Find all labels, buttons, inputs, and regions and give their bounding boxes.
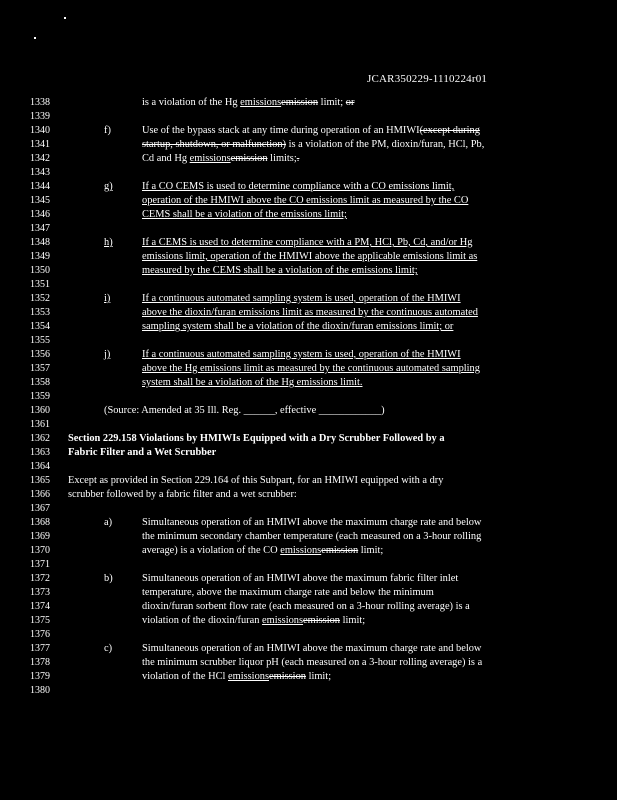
inserted-text: emissions xyxy=(262,615,304,626)
line-text: the minimum scrubber liquor pH (each measured on a 3-hour rolling average) is a xyxy=(142,657,483,668)
line-text: startup, shutdown, or malfunction) is a violation of the PM, dioxin/furan, HCl, Pb, xyxy=(142,139,485,150)
item-label-b: b) xyxy=(104,573,113,584)
line-text: dioxin/furan sorbent flow rate (each measured on a 3-hour rolling average) is a xyxy=(142,601,470,612)
line-1349 xyxy=(30,250,590,264)
deleted-text: emission xyxy=(321,545,359,556)
inserted-text: measured by the CEMS shall be a violation of the emissions limit; xyxy=(142,265,418,276)
line-number: 1342 xyxy=(30,153,50,164)
line-1378 xyxy=(30,656,590,670)
line-1343 xyxy=(30,166,590,180)
line-text: Cd and Hg emissionsemission limits;. xyxy=(142,153,300,164)
line-number: 1377 xyxy=(30,643,50,654)
line-number: 1354 xyxy=(30,321,50,332)
item-label-h: h) xyxy=(104,237,113,248)
line-1341 xyxy=(30,138,590,152)
item-label-a: a) xyxy=(104,517,113,528)
line-text: average) is a violation of the CO emissionsemission limit; xyxy=(142,545,384,556)
line-1363 xyxy=(30,446,590,460)
item-label-c: c) xyxy=(104,643,113,654)
line-number: 1359 xyxy=(30,391,50,402)
line-number: 1376 xyxy=(30,629,50,640)
line-number: 1341 xyxy=(30,139,50,150)
inserted-text: emissions limit, operation of the HMIWI above the applicable emissions limit as xyxy=(142,251,478,262)
line-number: 1350 xyxy=(30,265,50,276)
line-number: 1375 xyxy=(30,615,50,626)
line-number: 1352 xyxy=(30,293,50,304)
line-1369 xyxy=(30,530,590,544)
line-1364 xyxy=(30,460,590,474)
inserted-text: If a continuous automated sampling system is used, operation of the HMIWI xyxy=(142,349,461,360)
line-1358 xyxy=(30,376,590,390)
line-number: 1363 xyxy=(30,447,50,458)
line-1353 xyxy=(30,306,590,320)
line-number: 1344 xyxy=(30,181,50,192)
item-label-f: f) xyxy=(104,125,111,136)
inserted-text: emissions xyxy=(280,545,322,556)
line-number: 1378 xyxy=(30,657,50,668)
line-number: 1367 xyxy=(30,503,50,514)
line-1374 xyxy=(30,600,590,614)
line-1346 xyxy=(30,208,590,222)
line-number: 1364 xyxy=(30,461,50,472)
line-number: 1345 xyxy=(30,195,50,206)
inserted-text: operation of the HMIWI above the CO emissions limit as measured by the CO xyxy=(142,195,469,206)
inserted-text: If a CO CEMS is used to determine compliance with a CO emissions limit, xyxy=(142,181,455,192)
line-number: 1343 xyxy=(30,167,50,178)
inserted-text: emissions xyxy=(240,97,282,108)
line-text: violation of the dioxin/furan emissionsemission limit; xyxy=(142,615,366,626)
inserted-text: If a continuous automated sampling system is used, operation of the HMIWI xyxy=(142,293,461,304)
line-number: 1349 xyxy=(30,251,50,262)
item-label-i: i) xyxy=(104,293,111,304)
line-1342 xyxy=(30,152,590,166)
scan-speck xyxy=(64,17,66,19)
line-number: 1346 xyxy=(30,209,50,220)
line-number: 1351 xyxy=(30,279,50,290)
item-label-g: g) xyxy=(104,181,113,192)
line-1339 xyxy=(30,110,590,124)
line-1375 xyxy=(30,614,590,628)
line-number: 1371 xyxy=(30,559,50,570)
inserted-text: above the dioxin/furan emissions limit as measured by the continuous automated xyxy=(142,307,478,318)
line-1354 xyxy=(30,320,590,334)
deleted-text: emission xyxy=(303,615,340,626)
line-1368 xyxy=(30,516,590,530)
inserted-text: sampling system shall be a violation of the dioxin/furan emissions limit; or xyxy=(142,321,454,332)
line-1356 xyxy=(30,348,590,362)
deleted-text: emission xyxy=(281,97,319,108)
line-number: 1365 xyxy=(30,475,50,486)
line-1379 xyxy=(30,670,590,684)
inserted-text: emissions xyxy=(189,153,231,164)
line-1367 xyxy=(30,502,590,516)
line-number: 1369 xyxy=(30,531,50,542)
line-text: Simultaneous operation of an HMIWI above the maximum fabric filter inlet xyxy=(142,573,459,584)
line-1357 xyxy=(30,362,590,376)
line-number: 1347 xyxy=(30,223,50,234)
line-1377 xyxy=(30,642,590,656)
line-number: 1373 xyxy=(30,587,50,598)
deleted-text: startup, shutdown, or malfunction) xyxy=(142,139,287,150)
line-number: 1360 xyxy=(30,405,50,416)
line-number: 1355 xyxy=(30,335,50,346)
line-number: 1348 xyxy=(30,237,50,248)
line-number: 1340 xyxy=(30,125,50,136)
line-number: 1358 xyxy=(30,377,50,388)
line-1365 xyxy=(30,474,590,488)
deleted-text: (except during xyxy=(419,125,480,136)
line-1352 xyxy=(30,292,590,306)
line-1351 xyxy=(30,278,590,292)
deleted-text: . xyxy=(296,153,300,164)
line-text: Simultaneous operation of an HMIWI above the maximum charge rate and below xyxy=(142,517,482,528)
line-1350 xyxy=(30,264,590,278)
line-number: 1366 xyxy=(30,489,50,500)
deleted-text: emission xyxy=(269,671,306,682)
inserted-text: emissions xyxy=(228,671,270,682)
line-1371 xyxy=(30,558,590,572)
line-1370 xyxy=(30,544,590,558)
line-number: 1356 xyxy=(30,349,50,360)
inserted-text: above the Hg emissions limit as measured by the continuous automated sampling xyxy=(142,363,480,374)
scan-speck xyxy=(34,37,36,39)
line-number: 1370 xyxy=(30,545,50,556)
line-text: Use of the bypass stack at any time during operation of an HMIWI(except during xyxy=(142,125,480,136)
line-1359 xyxy=(30,390,590,404)
line-number: 1338 xyxy=(30,97,50,108)
line-number: 1339 xyxy=(30,111,50,122)
line-1355 xyxy=(30,334,590,348)
line-1372 xyxy=(30,572,590,586)
line-text: Simultaneous operation of an HMIWI above the maximum charge rate and below xyxy=(142,643,482,654)
inserted-text: CEMS shall be a violation of the emissions limit; xyxy=(142,209,347,220)
line-1344 xyxy=(30,180,590,194)
line-1366 xyxy=(30,488,590,502)
line-1376 xyxy=(30,628,590,642)
inserted-text: If a CEMS is used to determine compliance with a PM, HCl, Pb, Cd, and/or Hg xyxy=(142,237,473,248)
line-number: 1361 xyxy=(30,419,50,430)
line-text: violation of the HCl emissionsemission limit; xyxy=(142,671,332,682)
deleted-text: or xyxy=(345,97,355,108)
section-heading: Section 229.158 Violations by HMIWIs Equipped with a Dry Scrubber Followed by a xyxy=(68,433,445,444)
item-label-j: j) xyxy=(104,349,111,360)
line-number: 1368 xyxy=(30,517,50,528)
line-text: Except as provided in Section 229.164 of this Subpart, for an HMIWI equipped with a dry xyxy=(68,475,444,486)
line-text: is a violation of the Hg emissionsemission limit; or xyxy=(142,97,355,108)
inserted-text: system shall be a violation of the Hg emissions limit. xyxy=(142,377,363,388)
line-text: temperature, above the maximum charge rate and below the minimum xyxy=(142,587,434,598)
line-1348 xyxy=(30,236,590,250)
deleted-text: emission xyxy=(230,153,268,164)
line-number: 1357 xyxy=(30,363,50,374)
line-numbered-body xyxy=(30,96,590,698)
line-1338 xyxy=(30,96,590,110)
line-1360 xyxy=(30,404,590,418)
line-1362 xyxy=(30,432,590,446)
section-heading-cont: Fabric Filter and a Wet Scrubber xyxy=(68,447,217,458)
line-1340 xyxy=(30,124,590,138)
line-text: the minimum secondary chamber temperature (each measured on a 3-hour rolling xyxy=(142,531,482,542)
line-text: scrubber followed by a fabric filter and a wet scrubber: xyxy=(68,489,297,500)
line-number: 1380 xyxy=(30,685,50,696)
line-number: 1372 xyxy=(30,573,50,584)
line-number: 1379 xyxy=(30,671,50,682)
line-number: 1362 xyxy=(30,433,50,444)
line-1345 xyxy=(30,194,590,208)
line-1361 xyxy=(30,418,590,432)
line-1373 xyxy=(30,586,590,600)
line-1380 xyxy=(30,684,590,698)
source-note: (Source: Amended at 35 Ill. Reg. ______, effective ____________) xyxy=(104,405,385,416)
line-number: 1353 xyxy=(30,307,50,318)
line-1347 xyxy=(30,222,590,236)
line-number: 1374 xyxy=(30,601,50,612)
document-id: JCAR350229-1110224r01 xyxy=(367,73,488,85)
